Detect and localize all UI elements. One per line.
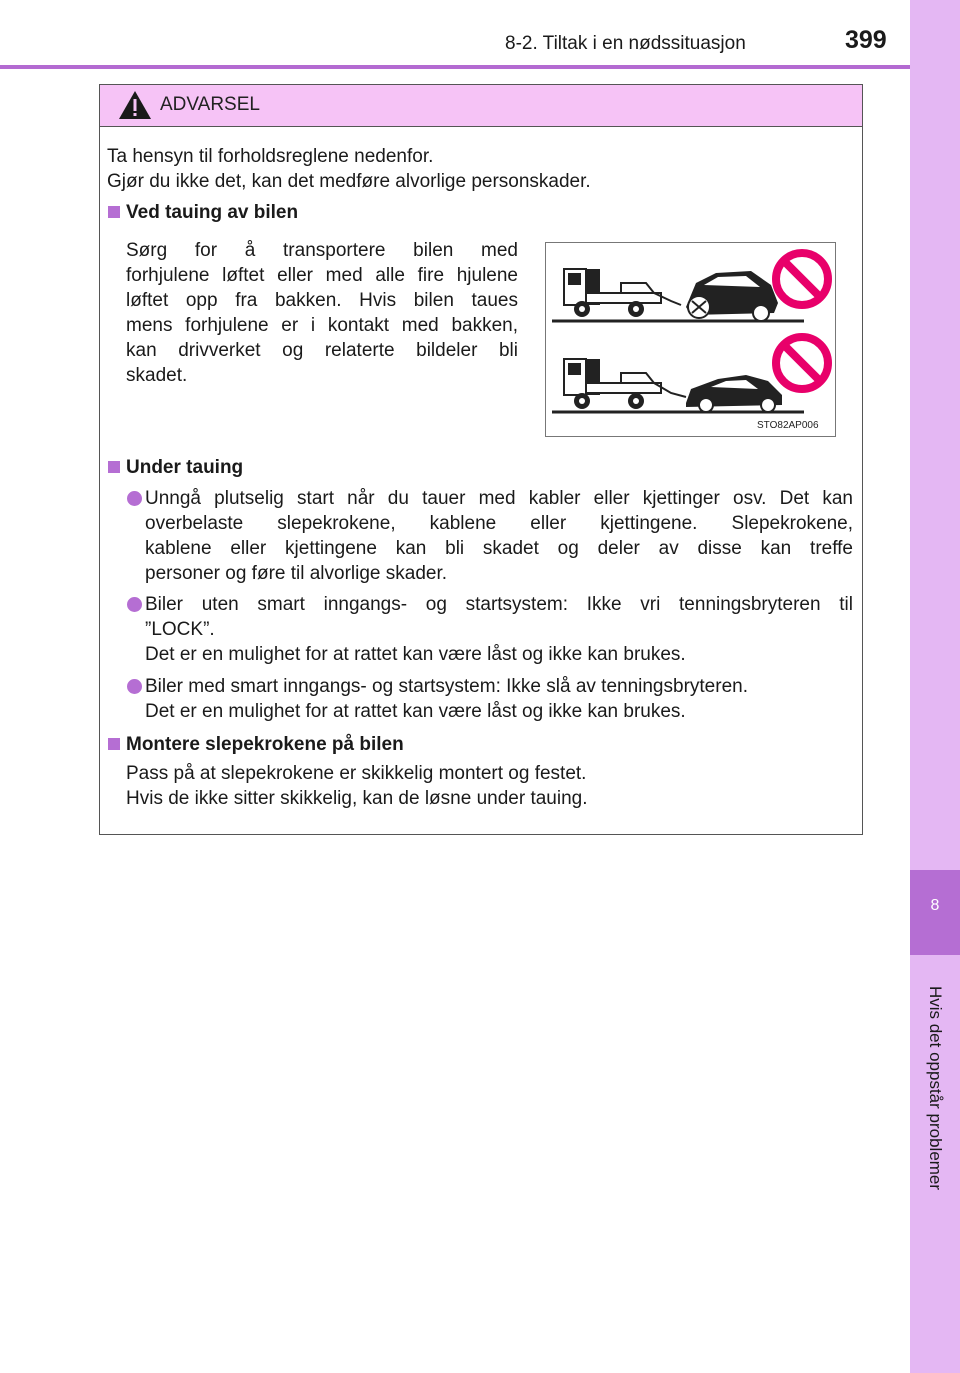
bullet-text-line: Det er en mulighet for at rattet kan være låst og ikke kan brukes.: [145, 701, 686, 722]
bullet-text-line: Det er en mulighet for at rattet kan være låst og ikke kan brukes.: [145, 644, 686, 665]
warning-title: ADVARSEL: [160, 94, 260, 115]
bullet-text-line: kablene eller kjettingene kan bli skadet og deler av disse kan treffe: [145, 538, 853, 559]
section-heading-towing: Ved tauing av bilen: [126, 202, 299, 223]
tow-truck-illustration: [546, 243, 835, 436]
towed-car-bottom: [686, 375, 782, 412]
bullet-marker: [127, 679, 142, 694]
towing-text-line: skadet.: [126, 365, 188, 386]
towing-illustration: [545, 242, 836, 437]
mount-hooks-text-line: Hvis de ikke sitter skikkelig, kan de løsne under tauing.: [126, 788, 588, 809]
bullet-text-line: Biler uten smart inngangs- og startsystem: Ikke vri tenningsbryteren til: [145, 594, 853, 615]
section-heading-mount-hooks: Montere slepekrokene på bilen: [126, 734, 404, 755]
towing-text-line: kan drivverket og relaterte bildeler bli: [126, 340, 518, 361]
towing-text-line: løftet opp fra bakken. Hvis bilen taues: [126, 290, 518, 311]
towing-text-line: Sørg for å transportere bilen med: [126, 240, 518, 261]
bullet-text-line: Biler med smart inngangs- og startsystem: Ikke slå av tenningsbryteren.: [145, 676, 748, 697]
chapter-number: 8: [930, 897, 940, 914]
towing-text-line: forhjulene løftet eller med alle fire hjulene: [126, 265, 518, 286]
bullet-marker: [127, 597, 142, 612]
bullet-text-line: Unngå plutselig start når du tauer med kabler eller kjettinger osv. Det kan: [145, 488, 853, 509]
section-title: 8-2. Tiltak i en nødssituasjon: [505, 33, 746, 54]
section-marker: [108, 206, 120, 218]
warning-header: [100, 85, 862, 127]
bullet-marker: [127, 491, 142, 506]
warning-intro-line-2: Gjør du ikke det, kan det medføre alvorlige personskader.: [107, 171, 591, 192]
bullet-text-line: personer og føre til alvorlige skader.: [145, 563, 448, 584]
warning-intro-line-1: Ta hensyn til forholdsreglene nedenfor.: [107, 146, 434, 167]
chapter-title: Hvis det oppstår problemer: [926, 985, 945, 1191]
mount-hooks-text-line: Pass på at slepekrokene er skikkelig montert og festet.: [126, 763, 587, 784]
prohibited-icon: [776, 337, 828, 389]
section-marker: [108, 738, 120, 750]
header-rule: [0, 65, 910, 69]
prohibited-icon: [776, 253, 828, 305]
bullet-text-line: overbelaste slepekrokene, kablene eller kjettingene. Slepekrokene,: [145, 513, 853, 534]
towed-car-top: [686, 271, 778, 321]
section-marker: [108, 461, 120, 473]
section-heading-during-towing: Under tauing: [126, 457, 244, 478]
bullet-text-line: ”LOCK”.: [145, 619, 215, 640]
figure-code: STO82AP006: [757, 420, 819, 431]
page-number: 399: [845, 26, 887, 54]
warning-triangle-icon: [118, 90, 152, 120]
towing-text-line: mens forhjulene er i kontakt med bakken,: [126, 315, 518, 336]
